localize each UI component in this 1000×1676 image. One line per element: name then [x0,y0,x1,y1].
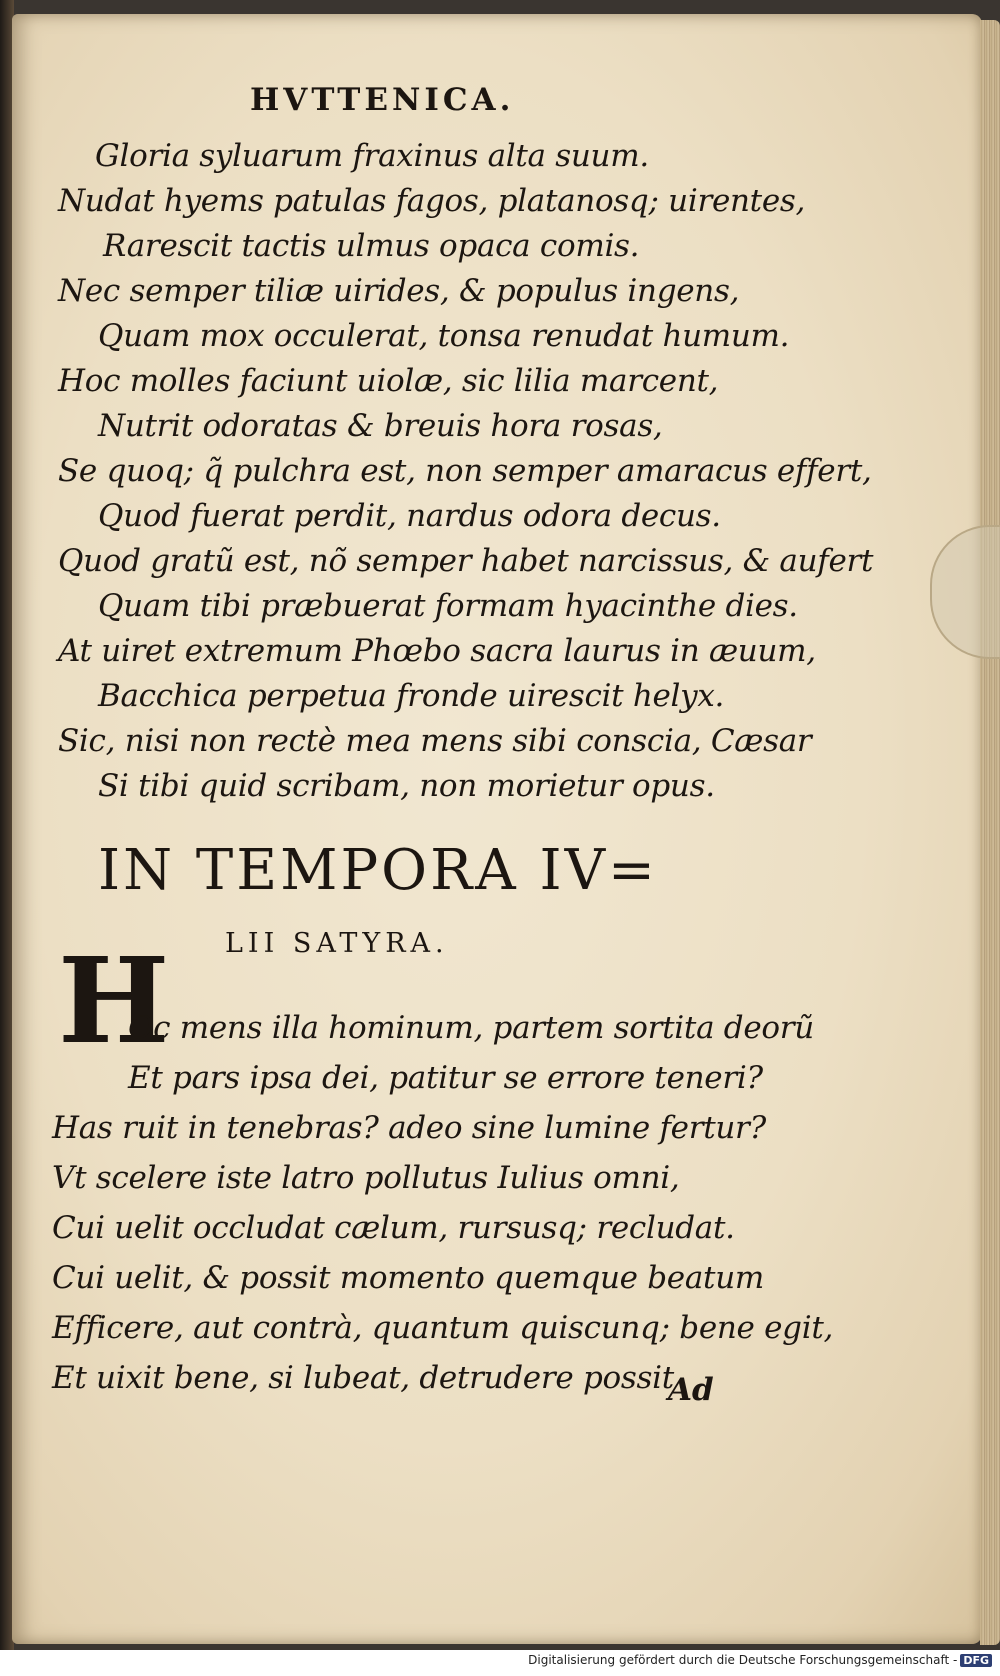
verse-line: Nec semper tiliæ uirides, & populus ingens, [58,273,740,309]
verse-line: Sic, nisi non rectè mea mens sibi conscia, Cæsar [58,723,812,759]
satyra-line: Vt scelere iste latro pollutus Iulius omni, [52,1160,680,1196]
verse-line: Bacchica perpetua fronde uirescit helyx. [98,678,725,714]
verse-line: Nutrit odoratas & breuis hora rosas, [98,408,663,444]
verse-line: Quam tibi præbuerat formam hyacinthe dies. [98,588,798,624]
verse-line: Hoc molles faciunt uiolæ, sic lilia marcent, [58,363,719,399]
dfg-logo: DFG [960,1654,992,1667]
satyra-line: Et pars ipsa dei, patitur se errore teneri? [128,1060,763,1096]
verse-line: Si tibi quid scribam, non morietur opus. [98,768,715,804]
verse-line: Rarescit tactis ulmus opaca comis. [103,228,640,264]
verse-line: Quod fuerat perdit, nardus odora decus. [98,498,721,534]
satyra-line: Efficere, aut contrà, quantum quiscunq; bene egit, [52,1310,834,1346]
digitization-credit [528,1653,992,1667]
satyra-line: Cui uelit, & possit momento quemque beatum [52,1260,764,1296]
catchword: Ad [668,1372,714,1408]
verse-line: At uiret extremum Phœbo sacra laurus in æuum, [58,633,816,669]
credit-text: Digitalisierung gefördert durch die Deutsche Forschungsgemeinschaft - [528,1653,958,1667]
drop-cap-initial: H [58,931,170,1070]
satyra-line: Has ruit in tenebras? adeo sine lumine fertur? [52,1110,766,1146]
section-heading-line2: LII SATYRA. [225,928,449,959]
verse-line: Se quoq; q̃ pulchra est, non semper amaracus effert, [58,453,872,489]
verse-line: Nudat hyems patulas fagos, platanosq; uirentes, [58,183,806,219]
verse-line: Gloria syluarum fraxinus alta suum. [95,138,649,174]
verse-line: Quod gratũ est, nõ semper habet narcissus, & aufert [58,543,874,579]
page-edges [980,20,1000,1645]
running-header: HVTTENICA. [250,82,515,118]
section-heading-line1: IN TEMPORA IV= [98,838,658,903]
satyra-line: Cui uelit occludat cælum, rursusq; recludat. [52,1210,735,1246]
satyra-line: Oc mens illa hominum, partem sortita deorũ [128,1010,814,1046]
verse-line: Quam mox occulerat, tonsa renudat humum. [98,318,790,354]
satyra-line: Et uixit bene, si lubeat, detrudere possit [52,1360,674,1396]
